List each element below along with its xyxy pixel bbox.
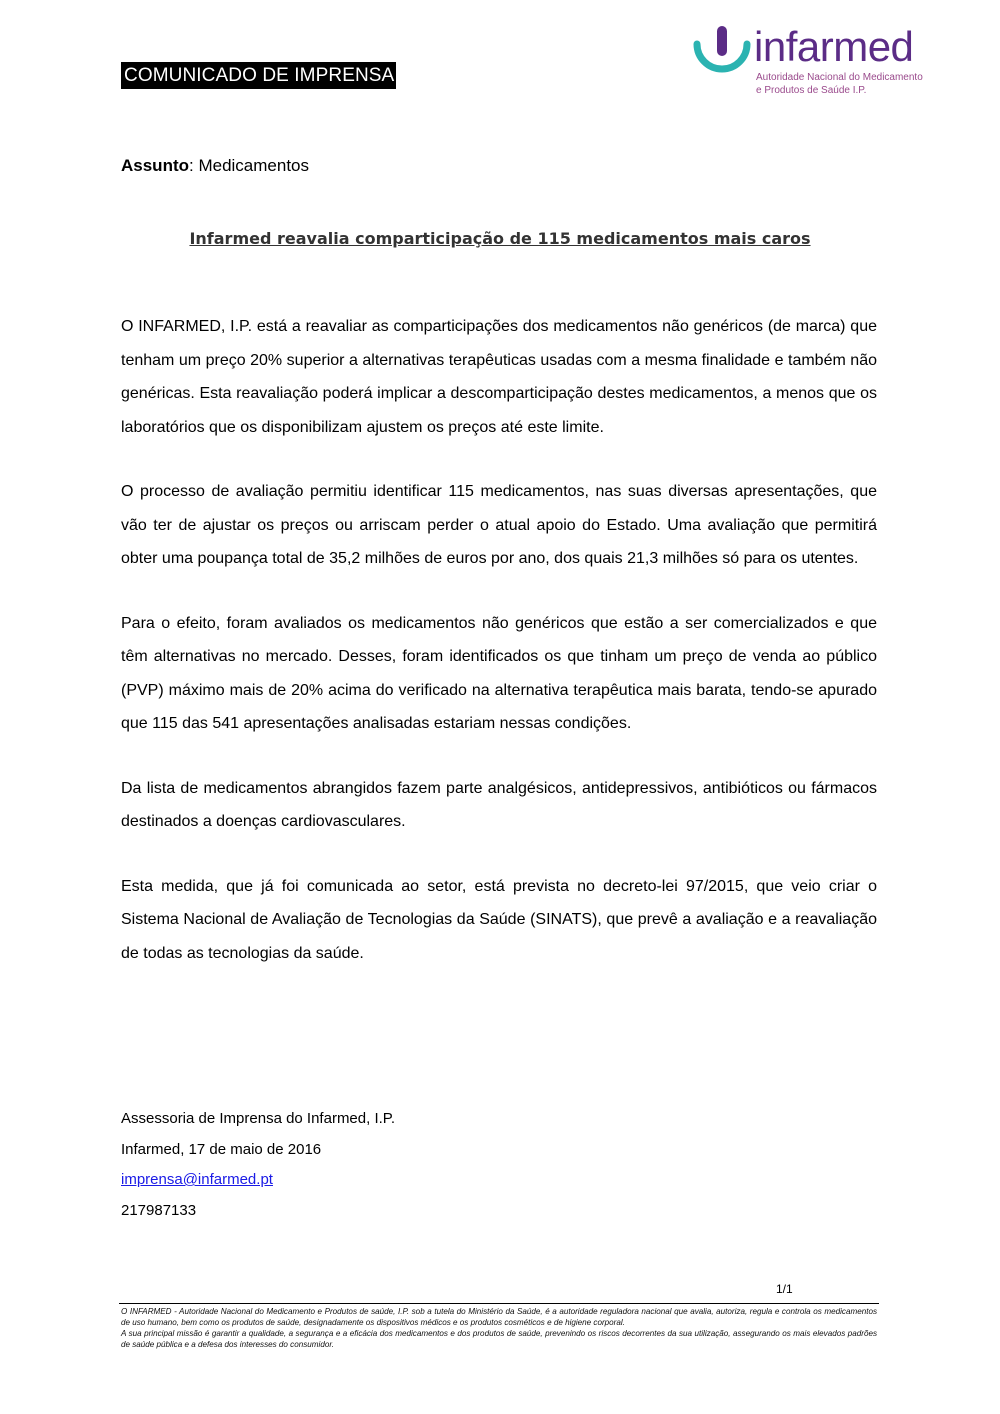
signature-block xyxy=(121,1104,395,1226)
press-release-label: COMUNICADO DE IMPRENSA xyxy=(121,62,396,89)
subject-line xyxy=(121,154,309,178)
paragraph: Para o efeito, foram avaliados os medicamentos não genéricos que estão a ser comercializados e que têm alternativas no mercado. Desses, foram identificados os que tinham um preço de venda ao público (PVP) máximo mais de 20% acima do verificado na alternativa terapêutica mais barata, tendo-se apurado que 115 das 541 apresentações analisadas estariam nessas condições. xyxy=(121,614,877,732)
paragraph: O INFARMED, I.P. está a reavaliar as comparticipações dos medicamentos não genéricos (de marca) que tenham um preço 20% superior a alternativas terapêuticas usadas com a mesma finalidade e também não genéricas. Esta reavaliação poderá implicar a descomparticipação destes medicamentos, a menos que os laboratórios que os disponibilizam ajustem os preços até este limite. xyxy=(121,318,877,436)
paragraph: O processo de avaliação permitiu identificar 115 medicamentos, nas suas diversas apresentações, que vão ter de ajustar os preços ou arriscam perder o atual apoio do Estado. Uma avaliação que permitirá obter uma poupança total de 35,2 milhões de euros por ano, dos quais 21,3 milhões só para os utentes. xyxy=(121,483,877,567)
article-body xyxy=(121,310,877,1001)
footer-divider xyxy=(119,1303,879,1304)
footer-note xyxy=(121,1306,877,1350)
paragraph: Da lista de medicamentos abrangidos fazem parte analgésicos, antidepressivos, antibióticos ou fármacos destinados a doenças cardiovasculares. xyxy=(121,779,877,830)
infarmed-logo-icon xyxy=(692,24,752,84)
footer-line: A sua principal missão é garantir a qualidade, a segurança e a eficácia dos medicamentos e dos produtos de saúde, prevenindo os riscos decorrentes da sua utilização, assegurando os mais elevados padrões de saúde pública e a defesa dos interesses do consumidor. xyxy=(121,1329,877,1349)
logo-subtitle-line1: Autoridade Nacional do Medicamento xyxy=(756,72,923,83)
infarmed-logo xyxy=(692,24,922,104)
logo-subtitle-line2: e Produtos de Saúde I.P. xyxy=(756,84,867,96)
subject-separator: : xyxy=(189,156,199,175)
footer-line: O INFARMED - Autoridade Nacional do Medicamento e Produtos de saúde, I.P. sob a tutela do Ministério da Saúde, é a autoridade reguladora nacional que avalia, autoriza, regula e controla os medicamentos de uso humano, bem como os produtos de saúde, designadamente os dispositivos médicos e os produtos cosméticos e de higiene corporal. xyxy=(121,1307,877,1327)
headline: Infarmed reavalia comparticipação de 115 medicamentos mais caros xyxy=(189,229,811,248)
email-link[interactable]: imprensa@infarmed.pt xyxy=(121,1171,273,1188)
subject-value: Medicamentos xyxy=(198,156,310,175)
signature-office: Assessoria de Imprensa do Infarmed, I.P. xyxy=(121,1110,396,1127)
signature-date: Infarmed, 17 de maio de 2016 xyxy=(121,1140,322,1158)
logo-wordmark: infarmed xyxy=(754,23,914,70)
subject-label: Assunto xyxy=(121,156,189,175)
signature-phone: 217987133 xyxy=(121,1201,197,1219)
logo-subtitle xyxy=(756,72,923,97)
page-number: 1/1 xyxy=(776,1282,793,1296)
paragraph: Esta medida, que já foi comunicada ao setor, está prevista no decreto-lei 97/2015, que veio criar o Sistema Nacional de Avaliação de Tecnologias da Saúde (SINATS), que prevê a avaliação e a reavaliação de todas as tecnologias da saúde. xyxy=(121,877,877,962)
